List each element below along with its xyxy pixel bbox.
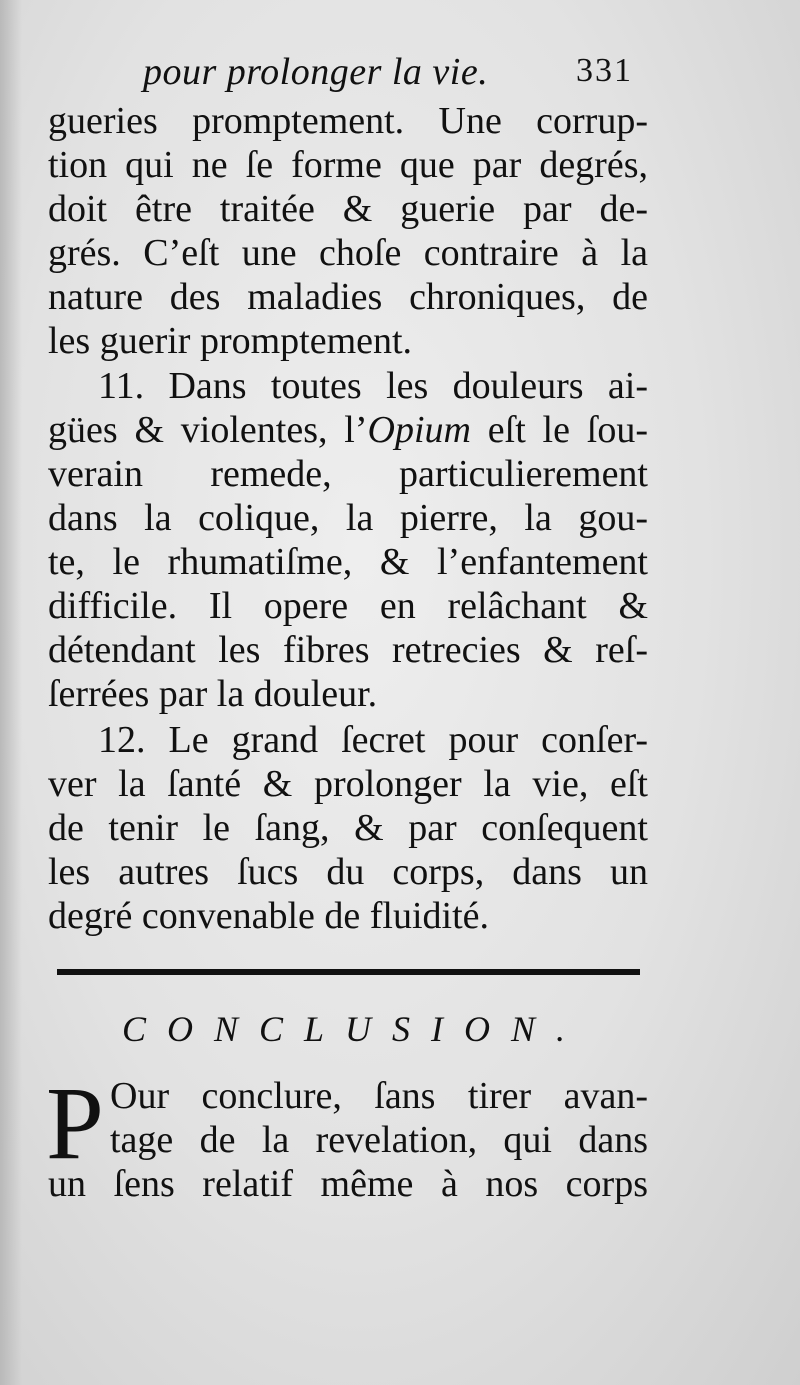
text-line: 11. Dans toutes les douleurs ai- — [98, 365, 648, 407]
text-line: degré convenable de fluidité. — [48, 895, 490, 937]
text-line: les guerir promptement. — [48, 320, 413, 362]
drop-cap: P — [46, 1066, 104, 1181]
section-divider — [57, 969, 640, 975]
text-line: détendant les fibres retrecies & reſ- — [48, 629, 648, 671]
text-line: dans la colique, la pierre, la gou- — [48, 497, 648, 539]
page-edge-shadow — [0, 0, 22, 1385]
text-line: un ſens relatif même à nos corps — [48, 1163, 648, 1205]
text-line: nature des maladies chroniques, de — [48, 276, 648, 318]
page-number: 331 — [576, 52, 633, 89]
text-line: gueries promptement. Une corrup- — [48, 100, 648, 142]
text-line: ver la ſanté & prolonger la vie, eſt — [48, 763, 648, 805]
text-line: te, le rhumatiſme, & l’enfantement — [48, 541, 648, 583]
running-head-title: pour prolonger la vie. — [143, 51, 489, 93]
running-head — [48, 50, 648, 100]
text-line: verain remede, particulierement — [48, 453, 648, 495]
conclusion-heading: CONCLUSION. — [122, 1009, 587, 1049]
text-line: gües & violentes, l’Opium eſt le ſou- — [48, 409, 648, 451]
text-line: de tenir le ſang, & par conſequent — [48, 807, 648, 849]
text-line: tion qui ne ſe forme que par degrés, — [48, 144, 648, 186]
text-line: doit être traitée & guerie par de- — [48, 188, 648, 230]
text-line: Our conclure, ſans tirer avan- — [110, 1075, 648, 1117]
text-line: tage de la revelation, qui dans — [110, 1119, 648, 1161]
text-line: 12. Le grand ſecret pour conſer- — [98, 719, 648, 761]
text-line: difficile. Il opere en relâchant & — [48, 585, 648, 627]
text-line: ſerrées par la douleur. — [48, 673, 378, 715]
text-line: les autres ſucs du corps, dans un — [48, 851, 648, 893]
text-line: grés. C’eſt une choſe contraire à la — [48, 232, 648, 274]
